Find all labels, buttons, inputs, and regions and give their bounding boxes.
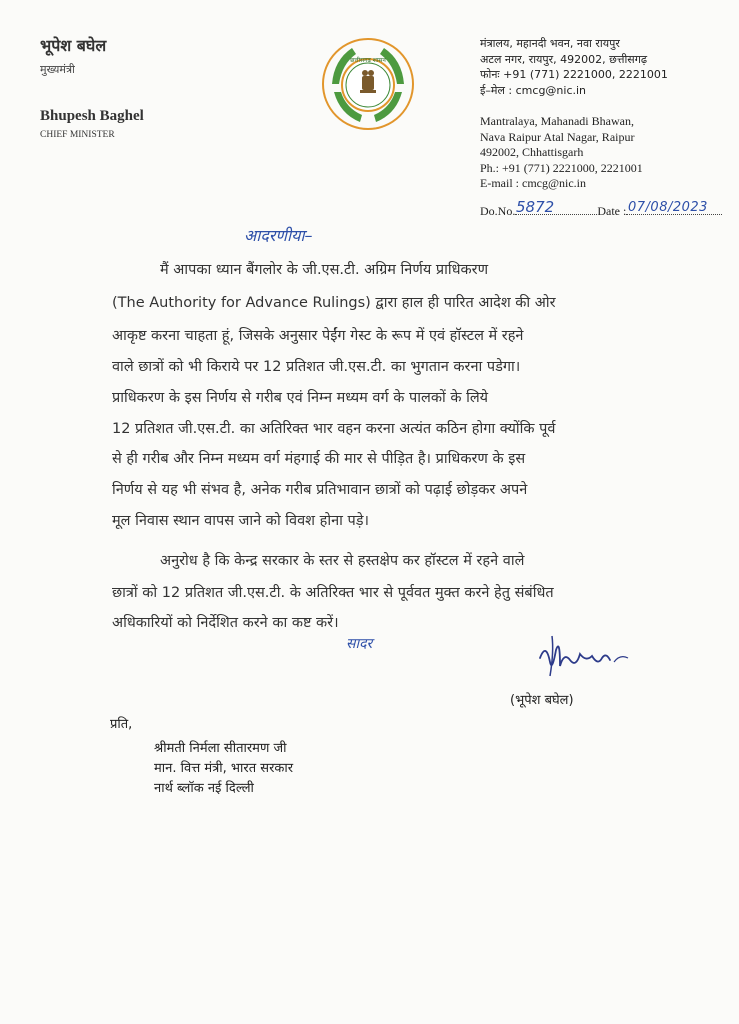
body-line: मैं आपका ध्यान बैंगलोर के जी.एस.टी. अग्रिम निर्णय प्राधिकरण bbox=[160, 262, 489, 278]
body-line: 12 प्रतिशत जी.एस.टी. का अतिरिक्त भार वहन करना अत्यंत कठिन होगा क्योंकि पूर्व bbox=[112, 421, 556, 437]
body-line: मूल निवास स्थान वापस जाने को विवश होना पड़े। bbox=[112, 513, 370, 529]
address-english bbox=[480, 114, 643, 192]
body-line: (The Authority for Advance Rulings) द्वारा हाल ही पारित आदेश की ओर bbox=[112, 295, 556, 311]
sender-title-hindi: मुख्यमंत्री bbox=[40, 63, 75, 76]
body-line: प्राधिकरण के इस निर्णय से गरीब एवं निम्न मध्यम वर्ग के पालकों के लिये bbox=[112, 390, 489, 406]
body-line: से ही गरीब और निम्न मध्यम वर्ग मंहगाई की मार से पीड़ित है। प्राधिकरण के इस bbox=[112, 451, 526, 467]
sender-name: Bhupesh Baghel bbox=[40, 108, 144, 124]
doc-no-value: 5872 bbox=[516, 198, 555, 216]
sender-name-hindi: भूपेश बघेल bbox=[40, 36, 107, 55]
address-line: Nava Raipur Atal Nagar, Raipur bbox=[480, 129, 635, 144]
address-line: Ph.: +91 (771) 2221000, 2221001 bbox=[480, 160, 643, 175]
recipient-line: श्रीमती निर्मला सीतारमण जी bbox=[154, 741, 287, 756]
signatory-name: (भूपेश बघेल) bbox=[510, 693, 574, 708]
date-label: Date : bbox=[597, 204, 627, 218]
seal-text: छत्तीसगढ़ शासन bbox=[350, 57, 386, 64]
sender-title: CHIEF MINISTER bbox=[40, 130, 115, 140]
signature-image bbox=[536, 632, 632, 682]
salutation: आदरणीया– bbox=[244, 226, 313, 245]
closing-handwritten: सादर bbox=[346, 636, 373, 652]
address-hindi-line: ई–मेल : cmcg@nic.in bbox=[480, 83, 587, 97]
recipient-line: मान. वित्त मंत्री, भारत सरकार bbox=[154, 761, 294, 776]
address-line: E-mail : cmcg@nic.in bbox=[480, 176, 587, 191]
date-value: 07/08/2023 bbox=[628, 200, 708, 215]
address-line: Mantralaya, Mahanadi Bhawan, bbox=[480, 114, 634, 128]
recipient-line: नार्थ ब्लॉक नई दिल्ली bbox=[154, 781, 254, 796]
body-line: अनुरोध है कि केन्द्र सरकार के स्तर से हस्तक्षेप कर हॉस्टल में रहने वाले bbox=[160, 553, 525, 569]
address-hindi bbox=[480, 36, 668, 98]
address-line: 492002, Chhattisgarh bbox=[480, 145, 584, 160]
doc-no-label: Do.No. bbox=[480, 204, 516, 218]
document-number-row bbox=[480, 198, 722, 219]
address-hindi-line: फोनः +91 (771) 2221000, 2221001 bbox=[480, 68, 668, 82]
body-line: वाले छात्रों को भी किराये पर 12 प्रतिशत जी.एस.टी. का भुगतान करना पडेगा। bbox=[112, 359, 521, 375]
recipient-prefix: प्रति, bbox=[110, 717, 133, 732]
address-hindi-line: अटल नगर, रायपुर, 492002, छत्तीसगढ़ bbox=[480, 52, 648, 66]
body-line: अधिकारियों को निर्देशित करने का कष्ट करें। bbox=[112, 615, 339, 631]
state-emblem-icon bbox=[322, 38, 414, 130]
body-line: निर्णय से यह भी संभव है, अनेक गरीब प्रतिभावान छात्रों को पढ़ाई छोड़कर अपने bbox=[112, 482, 528, 498]
address-hindi-line: मंत्रालय, महानदी भवन, नवा रायपुर bbox=[480, 37, 620, 50]
body-line: छात्रों को 12 प्रतिशत जी.एस.टी. के अतिरिक्त भार से पूर्ववत मुक्त करने हेतु संबंधित bbox=[112, 585, 554, 601]
body-line: आकृष्ट करना चाहता हूं, जिसके अनुसार पेईंग गेस्ट के रूप में एवं हॉस्टल में रहने bbox=[112, 328, 524, 344]
